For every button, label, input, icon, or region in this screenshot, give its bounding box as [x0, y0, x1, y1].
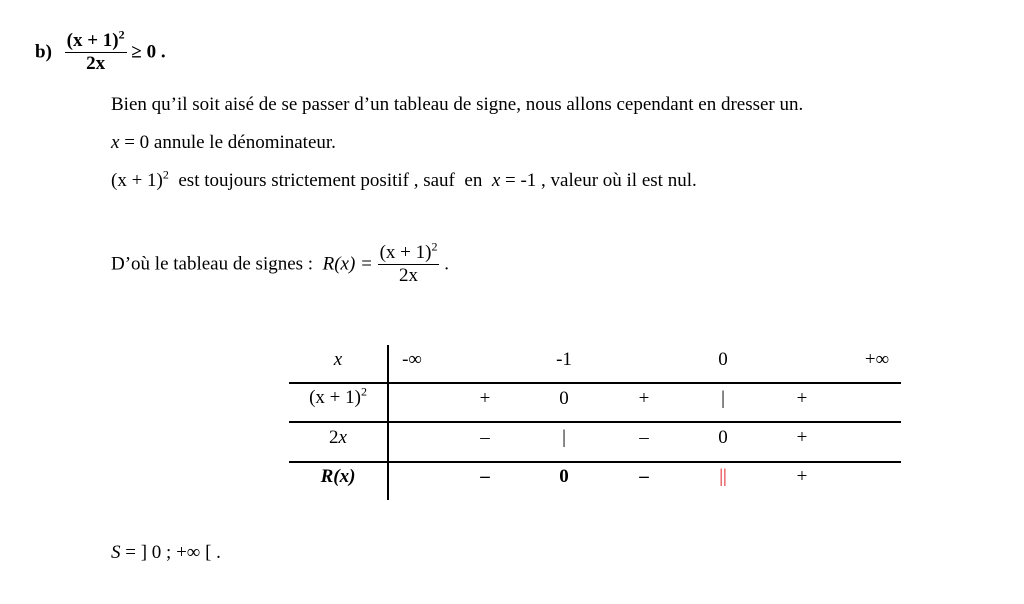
table-rule-3 [289, 461, 901, 463]
header-fraction [65, 27, 127, 75]
line-2-rest: = 0 annule le dénominateur. [119, 132, 336, 153]
row-result-c5: + [796, 466, 808, 487]
line-4-num-exp: 2 [431, 239, 438, 254]
row-result-forbidden: || [719, 466, 727, 487]
header-den: 2x [65, 52, 127, 75]
row-den-c4: 0 [718, 427, 728, 448]
row-den-c5: + [796, 427, 808, 448]
row-square-c1: + [479, 388, 491, 409]
row-result-c1: – [480, 466, 490, 487]
table-vertical-rule [387, 345, 389, 500]
row-den-c3: – [639, 427, 649, 448]
line-4-den: 2x [378, 264, 440, 287]
line-3-exp: 2 [162, 167, 169, 182]
line-4-R: R(x) = [322, 253, 378, 275]
header-x-label: x [333, 349, 343, 370]
part-label: b) [35, 41, 52, 63]
header-plus-inf: +∞ [864, 349, 890, 370]
line-1: Bien qu’il soit aisé de se passer d’un tableau de signe, nous allons cependant en dresser un. [111, 94, 804, 115]
row-result-c3: – [639, 466, 649, 487]
table-rule-1 [289, 382, 901, 384]
row-den-label: 2x [329, 427, 347, 448]
row-den-c2: | [562, 427, 566, 448]
solution-var: S [111, 542, 121, 563]
line-4-num-base: (x + 1) [379, 242, 432, 263]
line-3 [111, 167, 697, 192]
table-rule-2 [289, 421, 901, 423]
line-4 [111, 239, 449, 287]
row-square-c5: + [796, 388, 808, 409]
line-3-a: est toujours strictement positif , sauf en [168, 170, 492, 191]
header-relation: ≥ 0 . [131, 41, 166, 63]
row-square-c4: | [721, 388, 725, 409]
line-2-var: x [111, 132, 120, 153]
solution-line [111, 542, 221, 564]
row-result-c2: 0 [559, 466, 569, 487]
row-square-c2: 0 [559, 388, 569, 409]
row-result-label: R(x) [320, 466, 356, 487]
line-3-var: x [491, 170, 501, 191]
solution-text: = ] 0 ; +∞ [ . [120, 542, 221, 563]
header-zero: 0 [718, 349, 728, 370]
header-minus-one: -1 [556, 349, 572, 370]
header-num-base: (x + 1) [66, 30, 119, 51]
part-header [35, 27, 166, 75]
header-minus-inf: -∞ [402, 349, 422, 370]
line-2 [111, 132, 336, 154]
line-4-fraction [378, 239, 440, 287]
line-4-text: D’où le tableau de signes : [111, 253, 323, 275]
line-3-base: (x + 1) [111, 170, 163, 191]
row-square-c3: + [638, 388, 650, 409]
line-3-b: = -1 , valeur où il est nul. [500, 170, 697, 191]
header-num-exp: 2 [118, 27, 125, 42]
row-square-label: $(x + 1)^2$ [309, 384, 367, 408]
row-den-c1: – [480, 427, 490, 448]
line-4-end: . [439, 253, 449, 275]
